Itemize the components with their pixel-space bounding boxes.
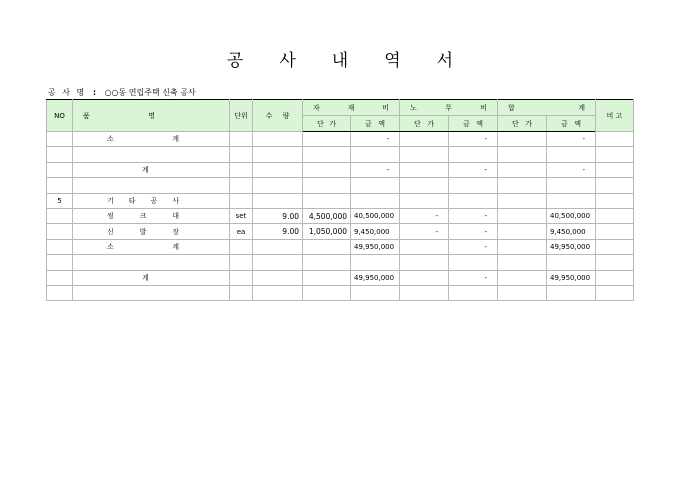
cell-qty (253, 255, 303, 270)
project-name: ○○동 연립주택 신축 공사 (104, 88, 196, 97)
document-title (0, 46, 680, 71)
table-row (47, 193, 634, 208)
cell-no: 5 (47, 193, 73, 208)
header-labor-price-text: 단 가 (414, 119, 434, 128)
cell-item-name (73, 270, 230, 285)
cell-labor-amount: - (449, 208, 498, 223)
cell-qty (253, 147, 303, 162)
cell-material-price (303, 132, 351, 147)
header-total-price (498, 116, 547, 132)
title-char: 공 (226, 51, 244, 71)
cell-total-amount (547, 178, 596, 193)
cell-material-price (303, 239, 351, 254)
cell-labor-amount (449, 193, 498, 208)
cell-unit (230, 255, 253, 270)
cell-total-price (498, 193, 547, 208)
cell-item-name (73, 147, 230, 162)
cell-labor-amount (449, 147, 498, 162)
cell-qty (253, 239, 303, 254)
cell-unit (230, 270, 253, 285)
cell-material-amount (351, 255, 400, 270)
header-total-amount-text: 금 액 (561, 119, 581, 128)
cell-item-name (73, 178, 230, 193)
cell-qty (253, 285, 303, 300)
cell-labor-amount: - (449, 224, 498, 239)
cell-labor-price (400, 132, 449, 147)
header-total (498, 100, 596, 116)
cell-labor-amount: - (449, 239, 498, 254)
cell-remark (596, 208, 634, 223)
title-char: 내 (331, 51, 349, 71)
cell-total-amount (547, 193, 596, 208)
cell-material-amount: 49,950,000 (351, 239, 400, 254)
title-char: 역 (384, 51, 401, 71)
cell-unit (230, 162, 253, 177)
header-total-price-text: 단 가 (512, 119, 532, 128)
table-row (47, 224, 634, 239)
header-labor (400, 100, 498, 116)
cell-item-name (73, 132, 230, 147)
item-name-text: 기 타 공 사 (107, 196, 179, 205)
item-name-text: 계 (142, 273, 149, 282)
cell-no (47, 285, 73, 300)
cell-unit (230, 147, 253, 162)
cell-labor-price (400, 255, 449, 270)
cell-remark (596, 147, 634, 162)
cell-material-price (303, 162, 351, 177)
cell-labor-price (400, 239, 449, 254)
header-material-amount (351, 116, 400, 132)
header-material-text: 자 재 비 (313, 103, 389, 112)
cell-remark (596, 239, 634, 254)
header-material-price-text: 단 가 (317, 119, 336, 128)
cell-item-name (73, 193, 230, 208)
cell-item-name (73, 285, 230, 300)
cell-material-amount (351, 178, 400, 193)
cost-table (46, 99, 634, 301)
header-labor-amount-text: 금 액 (463, 119, 483, 128)
cell-item-name (73, 224, 230, 239)
cell-unit (230, 178, 253, 193)
cell-no (47, 178, 73, 193)
cell-total-amount (547, 285, 596, 300)
cell-total-amount: 49,950,000 (547, 239, 596, 254)
cell-material-price (303, 255, 351, 270)
cell-material-price (303, 178, 351, 193)
cell-material-amount (351, 285, 400, 300)
cell-material-amount: - (351, 162, 400, 177)
project-line (48, 87, 196, 98)
header-material-price (303, 116, 351, 132)
cell-labor-price (400, 270, 449, 285)
cell-total-amount: 40,500,000 (547, 208, 596, 223)
table-row (47, 239, 634, 254)
cell-unit (230, 132, 253, 147)
header-remark: 비 고 (596, 100, 634, 132)
cell-material-amount: 49,950,000 (351, 270, 400, 285)
cell-material-price: 4,500,000 (303, 208, 351, 223)
cell-labor-price (400, 285, 449, 300)
header-row (47, 100, 634, 116)
cell-labor-amount (449, 178, 498, 193)
table-row (47, 132, 634, 147)
cell-labor-price (400, 147, 449, 162)
cell-qty (253, 178, 303, 193)
cell-labor-price: - (400, 208, 449, 223)
header-labor-text: 노 무 비 (410, 103, 487, 112)
cell-material-price: 1,050,000 (303, 224, 351, 239)
title-char: 사 (279, 51, 296, 71)
cell-unit: ea (230, 224, 253, 239)
table-row (47, 178, 634, 193)
cell-material-amount (351, 193, 400, 208)
cell-total-amount: 49,950,000 (547, 270, 596, 285)
cell-remark (596, 255, 634, 270)
cell-qty (253, 193, 303, 208)
cell-total-amount: - (547, 162, 596, 177)
cell-qty: 9.00 (253, 208, 303, 223)
header-unit: 단위 (230, 100, 253, 132)
cell-remark (596, 193, 634, 208)
header-total-text: 합 계 (508, 103, 585, 112)
cell-no (47, 239, 73, 254)
cell-no (47, 255, 73, 270)
cell-no (47, 208, 73, 223)
cell-remark (596, 270, 634, 285)
cell-total-price (498, 255, 547, 270)
cell-no (47, 162, 73, 177)
table-row (47, 255, 634, 270)
project-label: 공 사 명 (48, 88, 87, 97)
cell-material-price (303, 193, 351, 208)
cell-unit (230, 193, 253, 208)
cell-labor-price: - (400, 224, 449, 239)
cell-item-name (73, 162, 230, 177)
cell-no (47, 147, 73, 162)
header-labor-amount (449, 116, 498, 132)
table-row (47, 270, 634, 285)
header-item-text: 품 명 (83, 111, 155, 120)
header-no: NO (47, 100, 73, 132)
cell-qty (253, 162, 303, 177)
cell-total-price (498, 285, 547, 300)
cell-total-price (498, 178, 547, 193)
table-row (47, 285, 634, 300)
cell-material-price (303, 147, 351, 162)
cell-item-name (73, 239, 230, 254)
cell-labor-amount (449, 255, 498, 270)
cell-unit (230, 239, 253, 254)
cell-labor-price (400, 162, 449, 177)
cell-item-name (73, 255, 230, 270)
cell-labor-price (400, 193, 449, 208)
cell-remark (596, 224, 634, 239)
cell-unit: set (230, 208, 253, 223)
header-labor-price (400, 116, 449, 132)
table-row (47, 162, 634, 177)
item-name-text: 소 계 (107, 242, 179, 251)
header-total-amount (547, 116, 596, 132)
header-qty: 수 량 (253, 100, 303, 132)
table-row (47, 208, 634, 223)
cell-total-price (498, 147, 547, 162)
cell-remark (596, 178, 634, 193)
header-item (73, 100, 230, 132)
cell-material-price (303, 270, 351, 285)
cell-qty: 9.00 (253, 224, 303, 239)
cell-unit (230, 285, 253, 300)
cell-material-price (303, 285, 351, 300)
cell-labor-amount: - (449, 132, 498, 147)
table-row (47, 147, 634, 162)
cell-labor-amount: - (449, 270, 498, 285)
item-name-text: 신 발 장 (107, 227, 179, 236)
cell-no (47, 224, 73, 239)
cell-item-name (73, 208, 230, 223)
cell-no (47, 270, 73, 285)
project-separator: : (92, 88, 97, 97)
cell-total-price (498, 270, 547, 285)
cell-total-amount: - (547, 132, 596, 147)
cell-total-price (498, 239, 547, 254)
cell-total-price (498, 208, 547, 223)
cell-remark (596, 162, 634, 177)
title-char: 서 (436, 51, 454, 71)
header-material-amount-text: 금 액 (365, 119, 385, 128)
cell-remark (596, 285, 634, 300)
cell-qty (253, 132, 303, 147)
header-material (303, 100, 400, 116)
cell-material-amount: 40,500,000 (351, 208, 400, 223)
item-name-text: 계 (142, 165, 149, 174)
cell-total-price (498, 224, 547, 239)
cell-no (47, 132, 73, 147)
cell-labor-price (400, 178, 449, 193)
cell-total-amount: 9,450,000 (547, 224, 596, 239)
cell-total-price (498, 162, 547, 177)
item-name-text: 소 계 (107, 135, 179, 144)
cell-qty (253, 270, 303, 285)
cell-labor-amount: - (449, 162, 498, 177)
cell-labor-amount (449, 285, 498, 300)
item-name-text: 씽 크 대 (107, 212, 179, 221)
cell-material-amount: - (351, 132, 400, 147)
cell-total-price (498, 132, 547, 147)
cell-total-amount (547, 255, 596, 270)
cell-material-amount: 9,450,000 (351, 224, 400, 239)
cell-total-amount (547, 147, 596, 162)
cell-remark (596, 132, 634, 147)
table-body (47, 132, 634, 301)
cell-material-amount (351, 147, 400, 162)
